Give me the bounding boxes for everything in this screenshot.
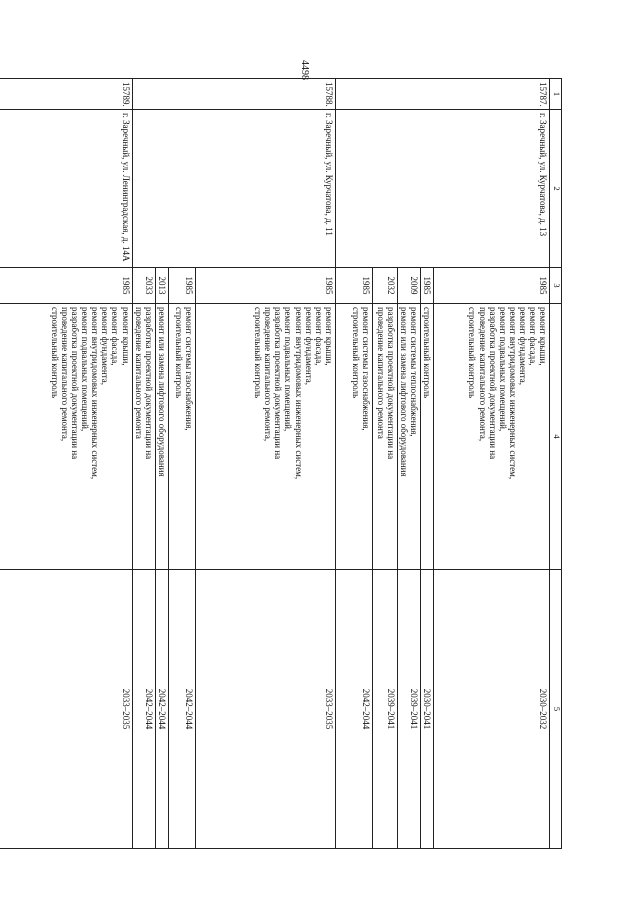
column-header: 2: [550, 110, 562, 268]
year-cell: 1985: [168, 268, 195, 304]
table-row: [195, 79, 335, 849]
building-address: г. Заречный, ул. Ленинградская, д. 14А: [0, 110, 132, 268]
header-row: [550, 79, 562, 849]
row-number: 15787.: [335, 79, 549, 110]
work-types-cell: разработка проектной документации на проведение капитального ремонта: [372, 304, 397, 570]
period-cell: 2042–2044: [168, 570, 195, 849]
work-types-cell: ремонт системы теплоснабжения, ремонт или замена лифтового оборудования: [397, 304, 420, 570]
row-number: 15788.: [132, 79, 335, 110]
capital-repair-table: [49, 78, 562, 848]
period-cell: 2042–2044: [335, 570, 372, 849]
period-cell: 2033–2035: [195, 570, 335, 849]
column-header: 5: [550, 570, 562, 849]
period-cell: 2033–2035: [0, 570, 132, 849]
period-cell: 2042–2044: [132, 570, 155, 849]
work-types-cell: ремонт крыши, ремонт фасада, ремонт фундамента, ремонт внутридомовых инженерных систем, ремонт подвальных помещений, разработка проектной документации на проведение капитального ремонта, строительный контроль: [195, 304, 335, 570]
work-types-cell: ремонт системы газоснабжения, строительный контроль: [335, 304, 372, 570]
table-row: [0, 79, 132, 849]
column-header: 4: [550, 304, 562, 570]
row-number: 15789.: [0, 79, 132, 110]
work-types-cell: ремонт системы газоснабжения, строительный контроль: [168, 304, 195, 570]
year-cell: 2009: [397, 268, 420, 304]
column-header: 1: [550, 79, 562, 110]
table-row: [434, 79, 550, 849]
period-cell: 2030–2041: [420, 570, 433, 849]
year-cell: 1985: [0, 268, 132, 304]
year-cell: 1985: [434, 268, 550, 304]
work-types-cell: строительный контроль: [420, 304, 433, 570]
year-cell: 1985: [420, 268, 433, 304]
period-cell: 2042–2044: [155, 570, 168, 849]
period-cell: 2030–2032: [434, 570, 550, 849]
year-cell: 2033: [132, 268, 155, 304]
work-types-cell: ремонт крыши, ремонт фасада, ремонт фундамента, ремонт внутридомовых инженерных систем, ремонт подвальных помещений, разработка проектной документации на проведение капитального ремонта, строительный контроль: [434, 304, 550, 570]
year-cell: 1985: [335, 268, 372, 304]
work-types-cell: разработка проектной документации на проведение капитального ремонта: [132, 304, 155, 570]
year-cell: 2032: [372, 268, 397, 304]
page-number: 4498: [299, 60, 310, 80]
building-address: г. Заречный, ул. Курчатова, д. 13: [335, 110, 549, 268]
column-header: 3: [550, 268, 562, 304]
period-cell: 2039–2041: [372, 570, 397, 849]
year-cell: 2013: [155, 268, 168, 304]
year-cell: 1985: [195, 268, 335, 304]
work-types-cell: ремонт крыши, ремонт фасада, ремонт фундамента, ремонт внутридомовых инженерных систем, ремонт подвальных помещений, разработка проектной документации на проведение капитального ремонта, строительный контроль: [0, 304, 132, 570]
work-types-cell: ремонт или замена лифтового оборудования: [155, 304, 168, 570]
period-cell: 2039–2041: [397, 570, 420, 849]
building-address: г. Заречный, ул. Курчатова, д. 11: [132, 110, 335, 268]
